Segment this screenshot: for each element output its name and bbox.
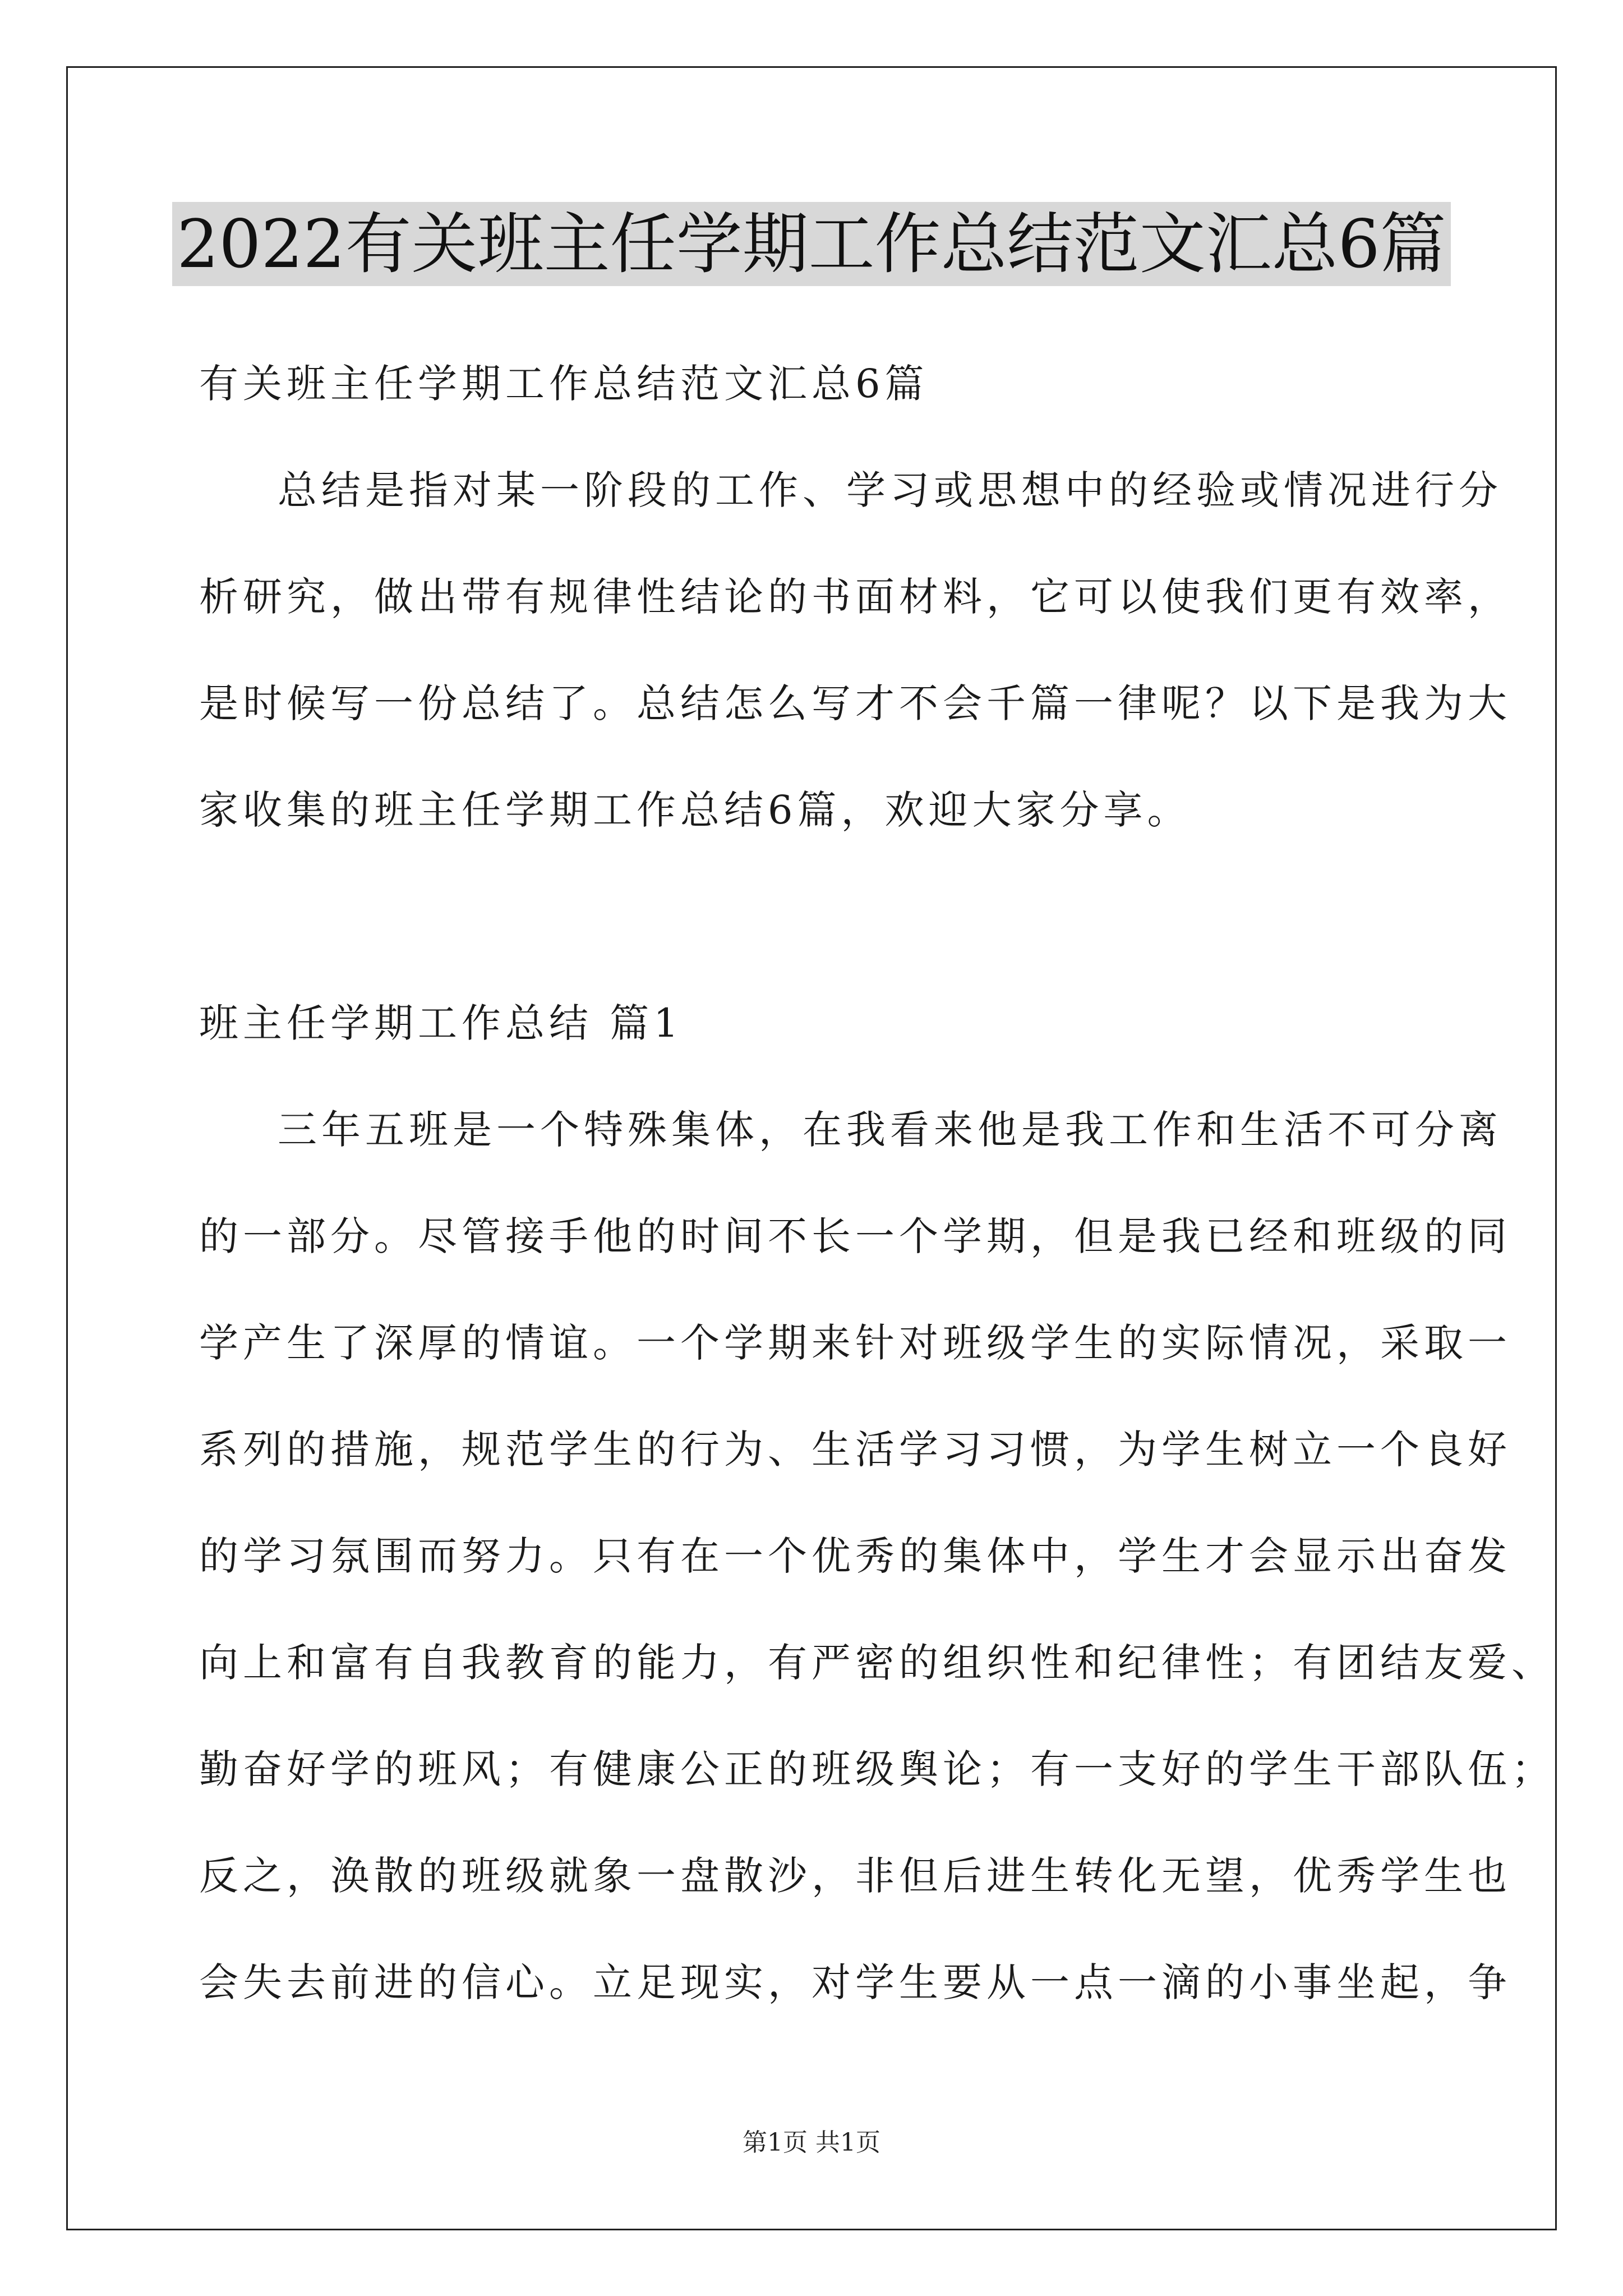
body-line: 系列的措施，规范学生的行为、生活学习习惯，为学生树立一个良好: [199, 1427, 1511, 1473]
document-title: 2022有关班主任学期工作总结范文汇总6篇: [172, 202, 1450, 286]
page-footer: 第1页 共1页: [743, 2128, 880, 2157]
body-line: 反之，涣散的班级就象一盘散沙，非但后进生转化无望，优秀学生也: [199, 1853, 1511, 1899]
intro-line: 总结是指对某一阶段的工作、学习或思想中的经验或情况进行分: [278, 467, 1502, 513]
body-line: 勤奋好学的班风；有健康公正的班级舆论；有一支好的学生干部队伍；: [199, 1746, 1555, 1792]
document-subtitle: 有关班主任学期工作总结范文汇总6篇: [199, 361, 929, 407]
body-line: 三年五班是一个特殊集体，在我看来他是我工作和生活不可分离: [278, 1107, 1502, 1153]
intro-line: 是时候写一份总结了。总结怎么写才不会千篇一律呢？以下是我为大: [199, 680, 1511, 726]
body-line: 向上和富有自我教育的能力，有严密的组织性和纪律性；有团结友爱、: [199, 1640, 1555, 1686]
section-heading: 班主任学期工作总结 篇1: [199, 1000, 683, 1046]
body-line: 学产生了深厚的情谊。一个学期来针对班级学生的实际情况，采取一: [199, 1320, 1511, 1366]
intro-line: 家收集的班主任学期工作总结6篇，欢迎大家分享。: [199, 787, 1191, 833]
title-wrap: [0, 202, 1623, 286]
intro-line: 析研究，做出带有规律性结论的书面材料，它可以使我们更有效率，: [199, 574, 1511, 620]
body-line: 的一部分。尽管接手他的时间不长一个学期，但是我已经和班级的同: [199, 1213, 1511, 1259]
body-line: 会失去前进的信心。立足现实，对学生要从一点一滴的小事坐起，争: [199, 1959, 1511, 2005]
body-line: 的学习氛围而努力。只有在一个优秀的集体中，学生才会显示出奋发: [199, 1533, 1511, 1579]
